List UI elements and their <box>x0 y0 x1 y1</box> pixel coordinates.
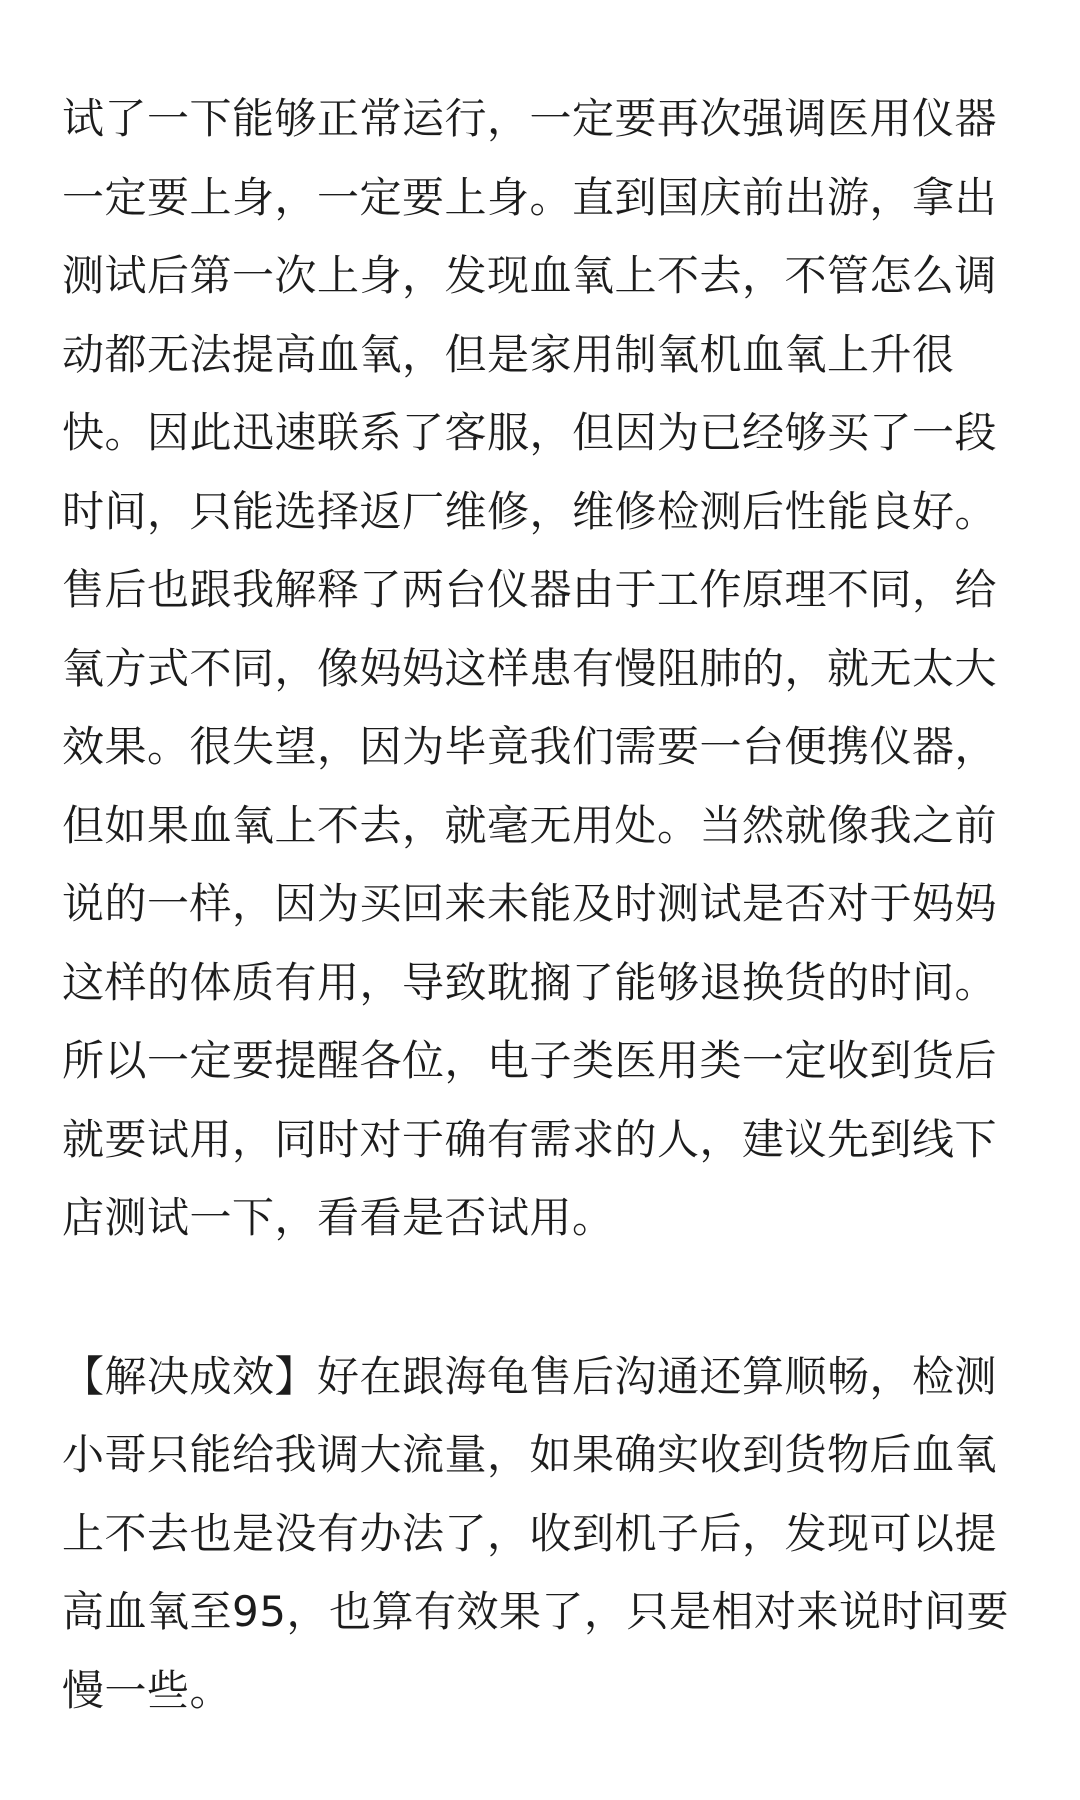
text-line: 时间，只能选择返厂维修，维修检测后性能良好。 <box>62 486 998 536</box>
text-line: 快。因此迅速联系了客服，但因为已经够买了一段 <box>62 408 998 457</box>
text-line: 一定要上身，一定要上身。直到国庆前出游，拿出 <box>62 172 998 222</box>
article-body <box>62 80 1022 1730</box>
text-line: 这样的体质有用，导致耽搁了能够退换货的时间。 <box>62 957 998 1007</box>
text-line: 所以一定要提醒各位，电子类医用类一定收到货后 <box>62 1036 998 1085</box>
text-line: 小哥只能给我调大流量，如果确实收到货物后血氧 <box>62 1430 998 1479</box>
text-line: 测试后第一次上身，发现血氧上不去，不管怎么调 <box>62 251 998 300</box>
text-line: 动都无法提高血氧，但是家用制氧机血氧上升很 <box>62 329 955 379</box>
text-line: 试了一下能够正常运行，一定要再次强调医用仪器 <box>62 94 998 143</box>
text-line: 但如果血氧上不去，就毫无用处。当然就像我之前 <box>62 800 998 850</box>
paragraph-experience <box>62 80 1022 1258</box>
text-line: 慢一些。 <box>62 1665 233 1715</box>
text-line: 说的一样，因为买回来未能及时测试是否对于妈妈 <box>62 879 998 928</box>
text-line: 上不去也是没有办法了，收到机子后，发现可以提 <box>62 1508 998 1558</box>
paragraph-resolution <box>62 1338 1022 1731</box>
text-line: 效果。很失望，因为毕竟我们需要一台便携仪器， <box>62 722 998 771</box>
text-line: 高血氧至95，也算有效果了，只是相对来说时间要 <box>62 1587 1009 1636</box>
text-line: 就要试用，同时对于确有需求的人，建议先到线下 <box>62 1114 998 1164</box>
text-line: 氧方式不同，像妈妈这样患有慢阻肺的，就无太大 <box>62 643 998 693</box>
text-line: 【解决成效】好在跟海龟售后沟通还算顺畅，检测 <box>62 1351 998 1401</box>
text-line: 售后也跟我解释了两台仪器由于工作原理不同，给 <box>62 565 998 614</box>
text-line: 店测试一下，看看是否试用。 <box>62 1193 615 1242</box>
